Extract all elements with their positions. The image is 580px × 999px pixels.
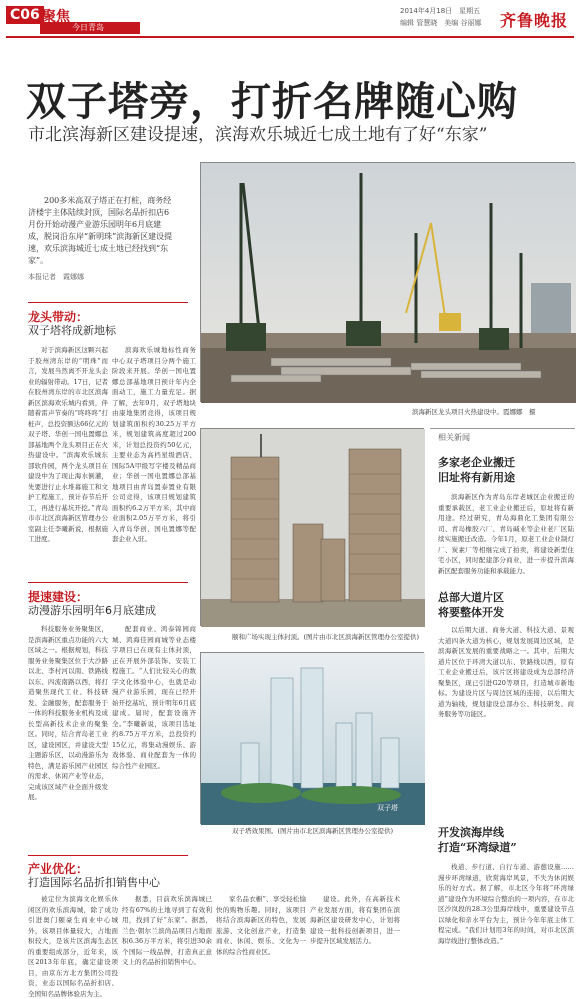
construction-photo xyxy=(200,162,575,402)
photo-caption: 颐和广场实现主体封顶。(图片由市北区滨海新区管理办公室提供) xyxy=(232,633,420,641)
rail-item-title xyxy=(438,590,504,620)
section-rule xyxy=(28,582,188,583)
rendering-photo xyxy=(200,652,424,824)
rail-title-line: 打造“环湾绿道” xyxy=(438,841,517,854)
subsection-name: 今日青岛 xyxy=(72,23,104,32)
rail-rule xyxy=(430,428,575,429)
section-tag: 龙头带动： xyxy=(28,310,89,324)
page-number: C06 xyxy=(6,6,44,24)
article-column: 滨海欢乐城地标性商务中心双子塔项目分两个施工阶段来开展。华创一国电置娜总部基地项目预计年内全面动工，施工力量充足。据了解，去年9月，双子塔地块由康地集团竞得，该项目规划建筑面积约30.25万平方米，规划建筑高度超过200米，计划总投资约50亿元，主要业态为高档星级酒店、国际5A甲级写字楼及精品商业；华创一国电置娜总部基地项目由青岛置泰置业有限公司竞得，该项目规划建筑面积约6.2万平方米，其中商业面积2.05万平方米，将引入青岛华创、国电置娜等配套企业入驻。 xyxy=(112,346,196,543)
article-column: 建设。此外，在高新技术产业发展方面，将有集团在滨海新区建设研发中心，计划将建设一批科技创新项目，进一步提升区域发展活力。 xyxy=(310,895,400,945)
photo-caption: 双子塔效果图。(图片由市北区滨海新区管理办公室提供) xyxy=(232,827,394,835)
rail-title-line: 旧址将有新用途 xyxy=(438,471,515,484)
section-title: 双子塔将成新地标 xyxy=(28,324,116,337)
section-rule xyxy=(28,855,188,856)
article-column: 据悉，目前欢乐滨海城已经有67%的土地寻到了有效利用，找到了好“东家”。据悉，兰色·朝尔兰滨尚品项目占地面积6.36万平方米，将引进30余个国际一线品牌，打造真正意义上的名品折扣销售中心。 xyxy=(122,895,212,966)
rail-title-line: 将要整体开发 xyxy=(438,606,504,619)
headline: 双子塔旁，打折名牌随心购 xyxy=(26,78,518,125)
section-rule xyxy=(28,302,188,303)
rail-item-text: 以后期大道、商务大道、科技大道、景观大道四条大道为核心，规划发展周边区域，是滨海新区发展的重要战略之一。其中，后期大道片区位于环湾大道以东、铁路线以西，原有工业企业搬迁后，该片区将建设成为总部经济聚集区，现已引进G20等项目，打造城市新地标。为建设片区与周边区域的连接，以后期大道为轴线，规划建设总部办公、科技研发、商务服务等功能区。 xyxy=(438,626,574,718)
section-title: 动漫游乐园明年6月底建成 xyxy=(28,604,156,617)
rail-item-text: 栈道、步行道、自行车道、游憩设施……漫步环湾绿道，欣赏海岸风景，不失为休闲娱乐的好方式。据了解，市北区今年将“环湾绿道”建设作为环境综合整治的一项内容，在市北区沙岚段的28.3公里海岸线中，重要建设节点以绿化和亲水平台为主，预计今年年底主体工程完成。“我们计划用3年的时间，对市北区滨海岸线进行整体改造。” xyxy=(438,863,574,945)
rail-item-text: 滨海新区作为青岛东岸老城区企业搬迁的重要承载区，老工业企业搬迁后，原址将有新用途。经过研究，青岛海鼎化工集团有限公司、青岛橡胶六厂、青岛碱业等企业老厂区陆续实施搬迁改造。今年1月，原老工业企业制灯厂、炭素厂等相继完成了拍卖，将建设新型住宅小区，同时配建部分商业，进一步提升滨海新区配套服务功能和承载能力。 xyxy=(438,493,574,575)
article-column: 家名品衣橱”、享受轻松愉快的购物乐趣。同时，该项目将结合滨海新区的特色，发展旅游、文化创意产业，打造集商业、休闲、娱乐、文化为一体的综合性商业区。 xyxy=(216,895,306,956)
photo-caption: 滨海新区龙头项目火热建设中。霞娜娜 摄 xyxy=(412,408,536,416)
section-tag: 提速建设： xyxy=(28,590,89,604)
rail-label: 相关新闻 xyxy=(438,433,470,442)
rail-item-title xyxy=(438,455,515,485)
rail-title-line: 开发滨海岸线 xyxy=(438,826,504,839)
section-tag: 产业优化： xyxy=(28,862,89,876)
newspaper-logo: 齐鲁晚报 xyxy=(500,11,569,30)
rail-item-title xyxy=(438,825,517,855)
rendering-label: 双子塔 xyxy=(377,804,398,812)
article-column: 对于滨海新区这颗兴起于胶州湾东岸的“明珠”而言，发展当然离不开龙头企业的辐射带动。17日，记者在胶州湾东岸的市北区滨海新区滨海欢乐城内看到，伴随着雷声节奏的“咚咚咚”打桩声，总投资额达66亿元的双子塔、华创一国电置娜总部基地两个龙头项目正在火热建设中。“滨海欢乐城东部软件园，两个龙头项目在建设中为了现止海水倒灌，先要进行止水堆幕施工和文护工程施工，预计春节后开工，再进行基坑开挖。”青岛市市北区滨海新区管理办公室副主任李曦新说，根据施工进度。 xyxy=(28,346,108,543)
header-rule xyxy=(6,36,574,38)
section-title: 打造国际名品折扣销售中心 xyxy=(28,876,160,889)
towers-photo xyxy=(200,428,424,626)
byline: 本报记者 霞娜娜 xyxy=(28,273,84,281)
lead-paragraph: 200多米高双子塔正在打桩，商务经济楼宇主体陆续封顶，国际名品折扣店6月份开始动漫产业游乐园明年6月底建成，脱岗沿东岸“新明珠”滨海新区建设提速，欢乐滨海城近七成土地已经找到“东家”。 xyxy=(28,196,173,265)
subheadline: 市北滨海新区建设提速，滨海欢乐城近七成土地有了好“东家” xyxy=(28,125,488,145)
issue-date: 2014年4月18日 星期五 xyxy=(400,7,481,15)
rail-title-line: 总部大道片区 xyxy=(438,591,504,604)
rail-title-line: 多家老企业搬迁 xyxy=(438,456,515,469)
article-column: 被定位为滨海文化娱乐休闲区的欢乐滨海城，除了成功引进奥门颐豪生商业中心城外，该项目体量较大，占地面积较大，是该片区滨海生态区的重要组成部分，近年来，该区2013年年底，确定建设项目，由京东方北方集团公司投资，业态以国际名品折扣店、全国知名品牌体验店为主。 xyxy=(28,895,118,998)
section-name: 聚焦 xyxy=(42,9,70,25)
article-column: 配套商业、鸿泰锦园商城、鸿海佳园商城等业态楼宇项目已在现有主体封顶，正在开展外部装饰、安装工程施工。“人们比较关心的数字文化体验中心，也就是动漫产业游乐园，现在已经开始开挖基坑，预计明年6月底建成。届时，配套设施齐全。”李曦新说，该项目选址约8.75万平方米，总投资约15亿元，将集动漫娱乐、游戏体验、商业配套为一体的综合性产业园区。 xyxy=(112,625,196,770)
article-column: 科技服务业务聚集区，是滨海新区重点功能的六大区域之一。根据规划，科技服务业务聚集区位于大沙路以北、李村河以南、铁路线以东、四流南路以西，将打造聚焦现代工业、科技研发、金融服务，配套服务于一体的科技服务业机构及成长型高新技术企业的聚集区。同时，结合青岛老工业区，建设园区，并建设大型主题游乐区，以动漫游乐为特色，满足游乐园产业园区的需求、休闲产业等业态，完成该区域产业全面升级发展。 xyxy=(28,625,108,801)
editor-credits: 编辑 管慧晓 美编 谷丽娜 xyxy=(400,19,482,27)
